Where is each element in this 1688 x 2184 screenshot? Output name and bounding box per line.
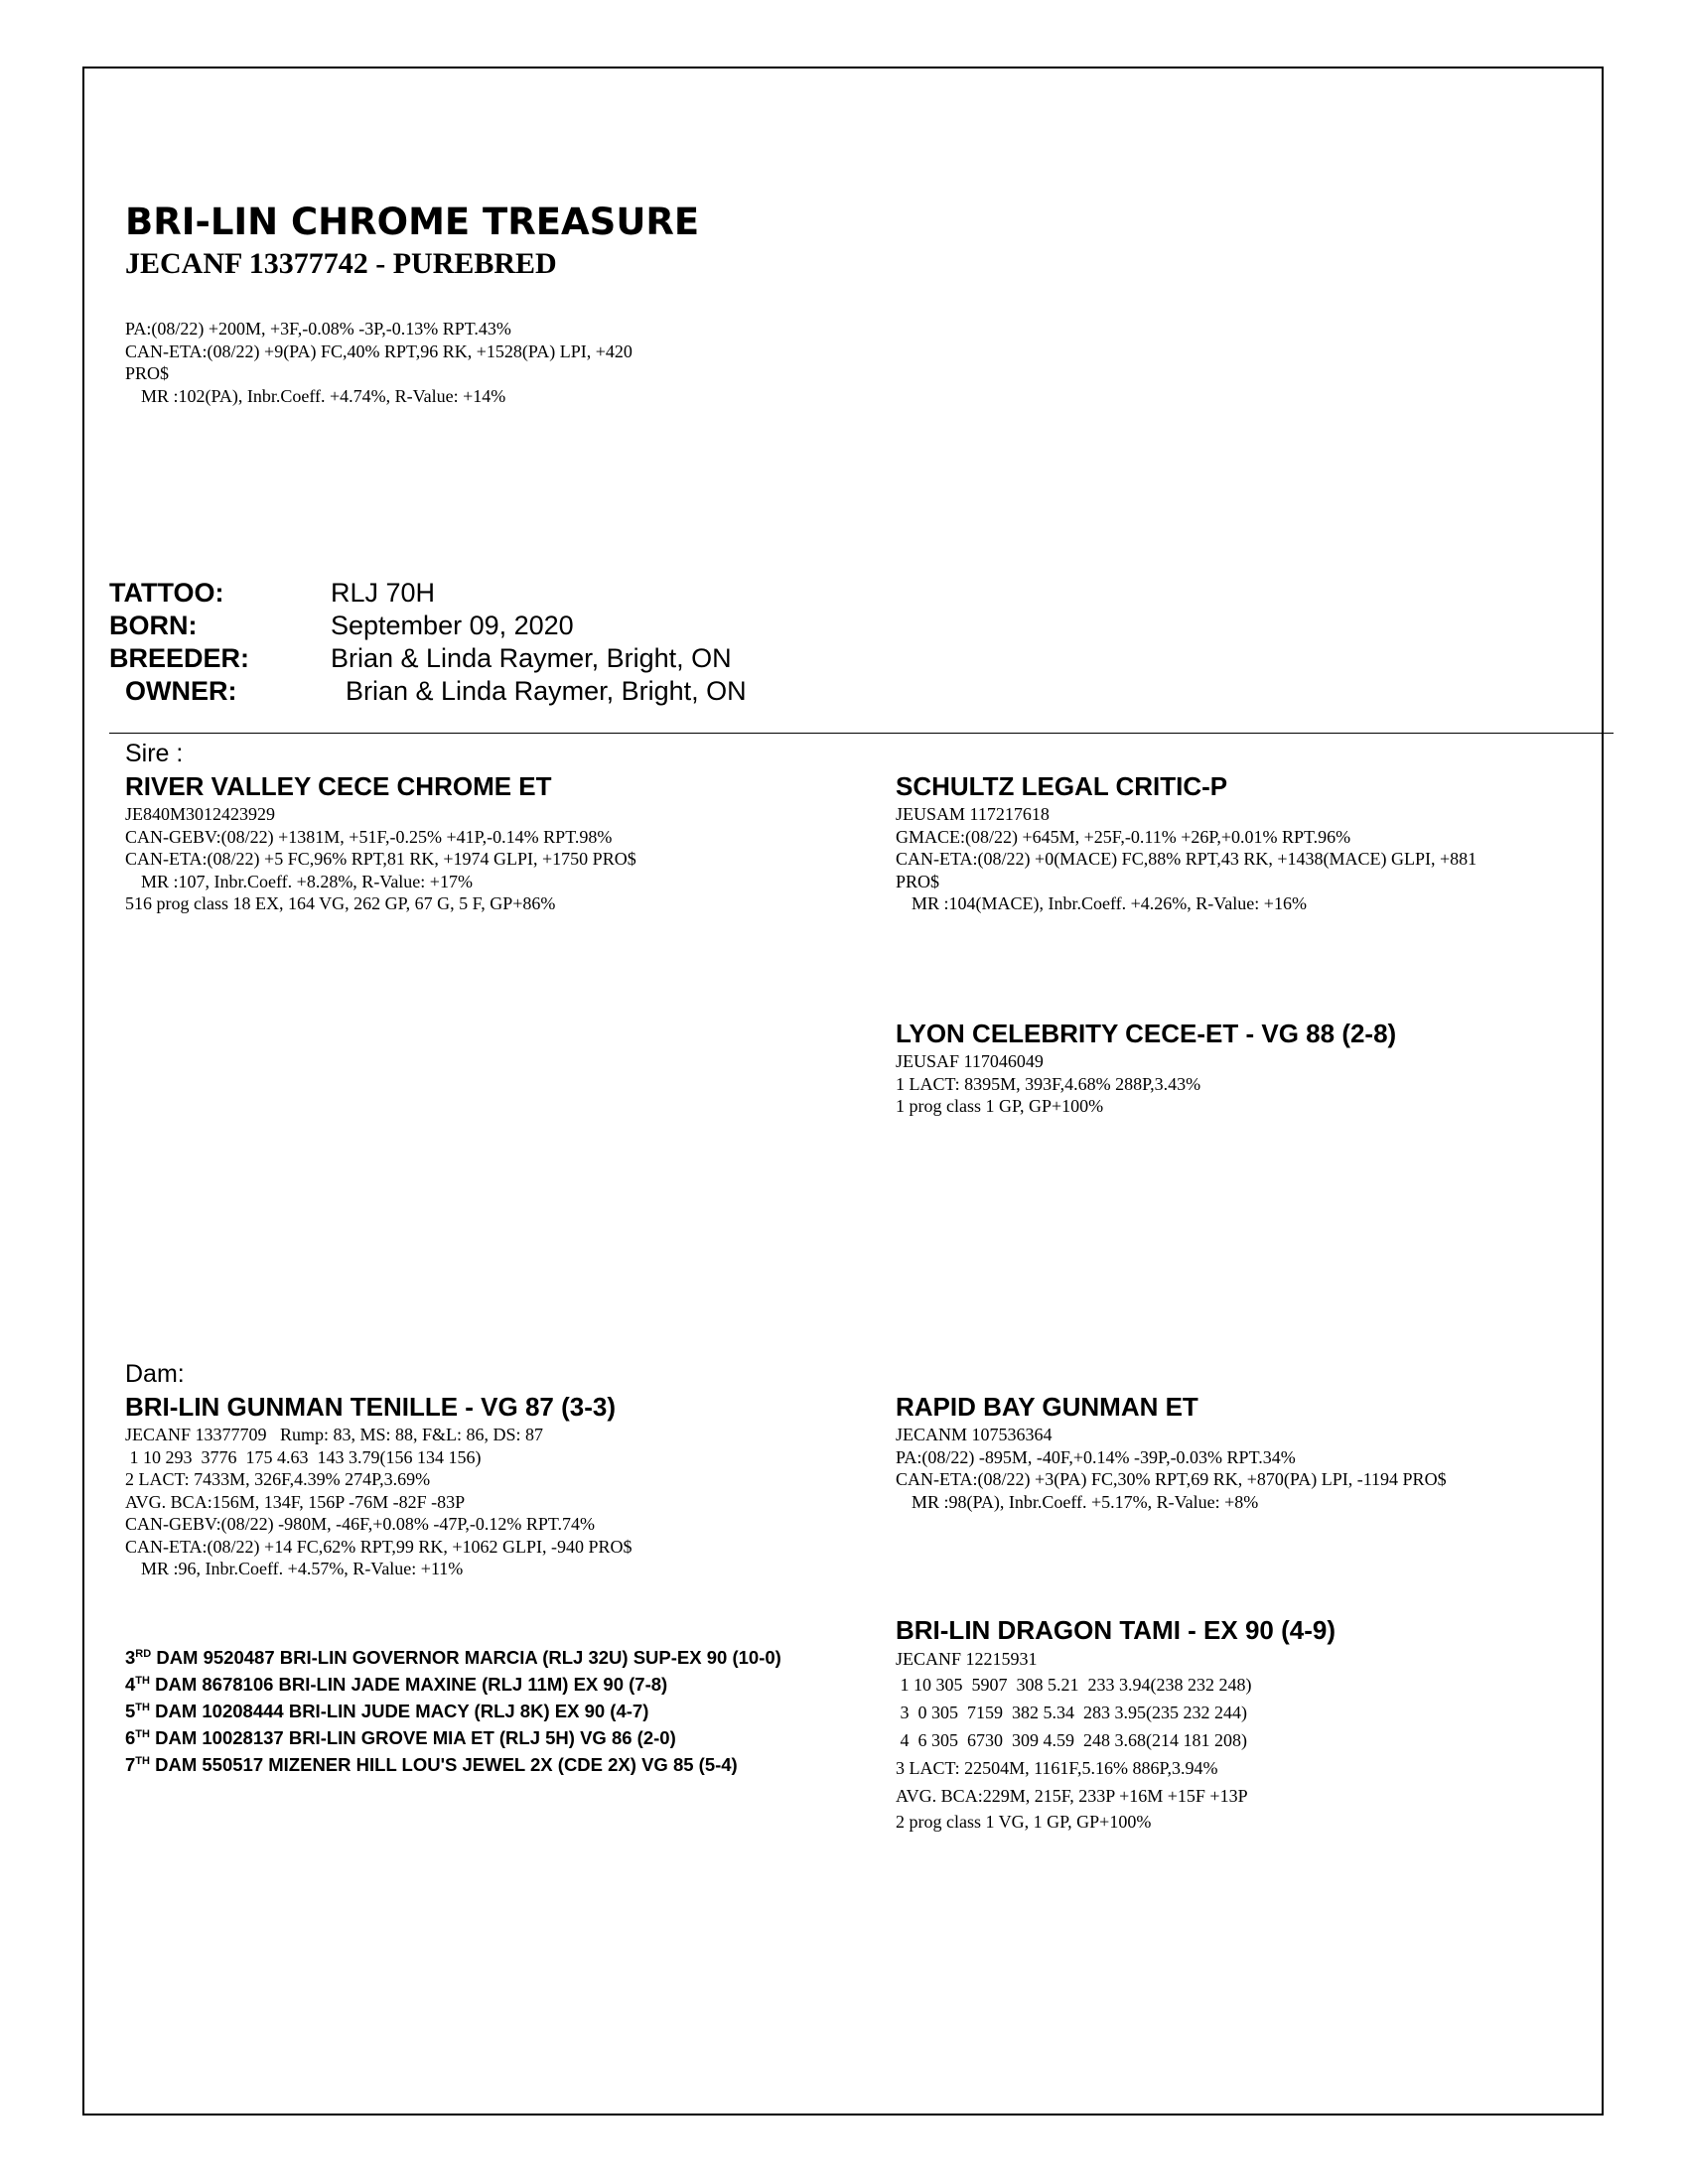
sire-sire-name: SCHULTZ LEGAL CRITIC-P <box>896 771 1228 801</box>
detail-line: PA:(08/22) -895M, -40F,+0.14% -39P,-0.03% RPT.34% <box>896 1446 1296 1467</box>
detail-line: 516 prog class 18 EX, 164 VG, 262 GP, 67 G, 5 F, GP+86% <box>125 893 556 913</box>
detail-line: CAN-ETA:(08/22) +5 FC,96% RPT,81 RK, +1974 GLPI, +1750 PRO$ <box>125 849 636 869</box>
animal-name: BRI-LIN CHROME TREASURE <box>125 201 700 243</box>
sire-dam-name: LYON CELEBRITY CECE-ET - VG 88 (2-8) <box>896 1019 1397 1048</box>
proof-line: MR :102(PA), Inbr.Coeff. +4.74%, R-Value: +14% <box>141 385 506 406</box>
breeder-value: Brian & Linda Raymer, Bright, ON <box>331 643 732 673</box>
animal-proofs <box>125 318 633 407</box>
sire-name: RIVER VALLEY CECE CHROME ET <box>125 771 552 801</box>
sire-label: Sire : <box>125 740 184 767</box>
sire-dam-details <box>896 1050 1200 1118</box>
dam-dam-name: BRI-LIN DRAGON TAMI - EX 90 (4-9) <box>896 1615 1336 1645</box>
owner-label: OWNER: <box>125 676 237 706</box>
detail-line: MR :96, Inbr.Coeff. +4.57%, R-Value: +11% <box>141 1559 464 1578</box>
section-divider <box>109 733 1614 734</box>
dam-name: BRI-LIN GUNMAN TENILLE - VG 87 (3-3) <box>125 1392 617 1422</box>
detail-line: JEUSAF 117046049 <box>896 1051 1044 1071</box>
detail-line: 2 prog class 1 VG, 1 GP, GP+100% <box>896 1811 1152 1832</box>
detail-line: 1 10 305 5907 308 5.21 233 3.94(238 232 248) <box>896 1674 1252 1695</box>
detail-line: 1 LACT: 8395M, 393F,4.68% 288P,3.43% <box>896 1073 1201 1094</box>
extended-dam-item: 5TH DAM 10208444 BRI-LIN JUDE MACY (RLJ 8K) EX 90 (4-7) <box>125 1701 649 1721</box>
detail-line: AVG. BCA:229M, 215F, 233P +16M +15F +13P <box>896 1785 1248 1806</box>
proof-line: CAN-ETA:(08/22) +9(PA) FC,40% RPT,96 RK, +1528(PA) LPI, +420 <box>125 341 633 361</box>
dam-sire-name: RAPID BAY GUNMAN ET <box>896 1392 1198 1422</box>
extended-dam-item: 3RD DAM 9520487 BRI-LIN GOVERNOR MARCIA (RLJ 32U) SUP-EX 90 (10-0) <box>125 1647 781 1668</box>
born-value: September 09, 2020 <box>331 611 574 640</box>
detail-line: CAN-ETA:(08/22) +0(MACE) FC,88% RPT,43 RK, +1438(MACE) GLPI, +881 <box>896 849 1477 869</box>
registration-line: JECANF 13377742 - PUREBRED <box>125 247 557 280</box>
detail-line: 2 LACT: 7433M, 326F,4.39% 274P,3.69% <box>125 1469 431 1489</box>
sire-details <box>125 803 636 915</box>
detail-line: JEUSAM 117217618 <box>896 804 1050 824</box>
proof-line: PA:(08/22) +200M, +3F,-0.08% -3P,-0.13% RPT.43% <box>125 319 511 339</box>
breeder-label: BREEDER: <box>109 643 250 673</box>
extended-dam-item: 4TH DAM 8678106 BRI-LIN JADE MAXINE (RLJ 11M) EX 90 (7-8) <box>125 1674 668 1695</box>
extended-dam-list <box>125 1644 781 1778</box>
detail-line: GMACE:(08/22) +645M, +25F,-0.11% +26P,+0.01% RPT.96% <box>896 826 1351 847</box>
detail-line: 4 6 305 6730 309 4.59 248 3.68(214 181 208) <box>896 1729 1247 1750</box>
dam-details <box>125 1424 633 1580</box>
tattoo-value: RLJ 70H <box>331 578 436 608</box>
detail-line: 1 10 293 3776 175 4.63 143 3.79(156 134 156) <box>125 1446 482 1467</box>
detail-line: JE840M3012423929 <box>125 804 276 824</box>
detail-line: JECANF 12215931 <box>896 1649 1038 1669</box>
detail-line: JECANF 13377709 Rump: 83, MS: 88, F&L: 86, DS: 87 <box>125 1425 544 1444</box>
dam-dam-details <box>896 1648 1252 1834</box>
detail-line: 3 0 305 7159 382 5.34 283 3.95(235 232 244) <box>896 1702 1247 1722</box>
tattoo-label: TATTOO: <box>109 578 224 608</box>
extended-dam-item: 7TH DAM 550517 MIZENER HILL LOU'S JEWEL 2X (CDE 2X) VG 85 (5-4) <box>125 1754 738 1775</box>
extended-dam-item: 6TH DAM 10028137 BRI-LIN GROVE MIA ET (RLJ 5H) VG 86 (2-0) <box>125 1727 676 1748</box>
detail-line: MR :98(PA), Inbr.Coeff. +5.17%, R-Value: +8% <box>912 1491 1259 1512</box>
dam-sire-details <box>896 1424 1447 1513</box>
sire-sire-details <box>896 803 1477 915</box>
born-label: BORN: <box>109 611 198 640</box>
detail-line: AVG. BCA:156M, 134F, 156P -76M -82F -83P <box>125 1491 466 1512</box>
dam-label: Dam: <box>125 1360 185 1388</box>
detail-line: MR :107, Inbr.Coeff. +8.28%, R-Value: +17% <box>141 871 473 891</box>
detail-line: CAN-GEBV:(08/22) -980M, -46F,+0.08% -47P,-0.12% RPT.74% <box>125 1514 596 1534</box>
detail-line: 1 prog class 1 GP, GP+100% <box>896 1096 1104 1116</box>
detail-line: PRO$ <box>896 871 940 891</box>
owner-value: Brian & Linda Raymer, Bright, ON <box>346 676 747 706</box>
detail-line: CAN-ETA:(08/22) +3(PA) FC,30% RPT,69 RK, +870(PA) LPI, -1194 PRO$ <box>896 1469 1447 1489</box>
detail-line: MR :104(MACE), Inbr.Coeff. +4.26%, R-Value: +16% <box>912 893 1307 913</box>
detail-line: 3 LACT: 22504M, 1161F,5.16% 886P,3.94% <box>896 1757 1218 1778</box>
detail-line: CAN-GEBV:(08/22) +1381M, +51F,-0.25% +41P,-0.14% RPT.98% <box>125 826 613 847</box>
proof-line: PRO$ <box>125 363 170 383</box>
detail-line: CAN-ETA:(08/22) +14 FC,62% RPT,99 RK, +1062 GLPI, -940 PRO$ <box>125 1536 633 1557</box>
detail-line: JECANM 107536364 <box>896 1425 1053 1444</box>
